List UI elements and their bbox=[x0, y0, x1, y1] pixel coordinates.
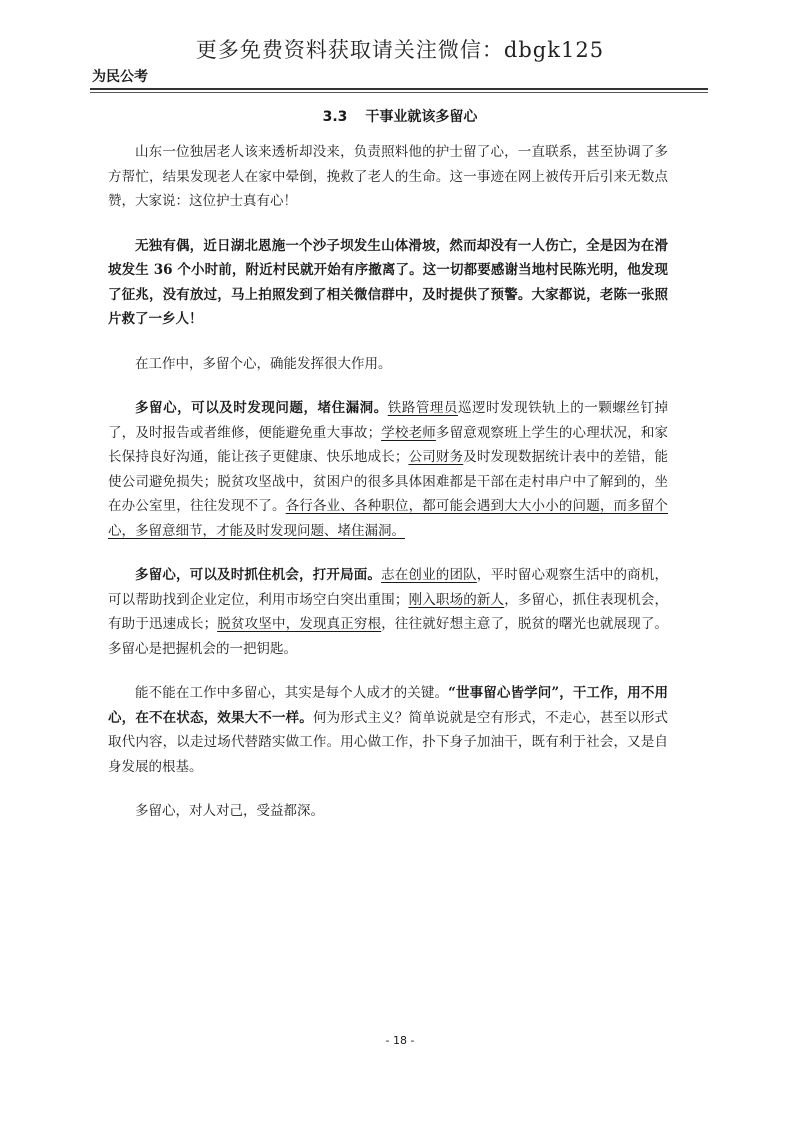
paragraph-6-text-2: 何为形式主义？简单说就是空有形式，不走心，甚至以形式取代内容，以走过场代替踏实做工作。用心做工作，扑下身子加油干，既有利于社会，又是自身发展的根基。 bbox=[108, 709, 668, 775]
section-number: 3.3 bbox=[322, 109, 348, 125]
paragraph-4-underline-2: 学校老师 bbox=[381, 424, 436, 441]
paragraph-4-text-2: 多留意观察班上学生的心理状况，和家长保持良好沟通，能让孩子更健康、快乐地成长； bbox=[108, 424, 669, 465]
paragraph-1: 山东一位独居老人该来透析却没来，负责照料他的护士留了心，一直联系，甚至协调了多方帮忙，结果发现老人在家中晕倒，挽救了老人的生命。这一事迹在网上被传开后引来无数点赞，大家说：这位护士真有心！ bbox=[108, 144, 668, 209]
paragraph-5-lead: 多留心，可以及时抓住机会，打开局面。 bbox=[135, 567, 382, 583]
article-body bbox=[108, 140, 668, 844]
paragraph-4-text-1: 巡逻时发现铁轨上的一颗螺丝钉掉了，及时报告或者维修，便能避免重大事故； bbox=[108, 400, 669, 441]
section-title bbox=[0, 106, 800, 126]
paragraph-4-text-3: 及时发现数据统计表中的差错，能使公司避免损失；脱贫攻坚战中，贫困户的很多具体困难都是干部在走村串户中了解到的，坐在办公室里，往往发现不了。 bbox=[108, 449, 669, 514]
paragraph-5-underline-2: 刚入职场的新人 bbox=[408, 591, 505, 608]
paragraph-5-text-3: ，往往就好想主意了，脱贫的曙光也就展现了。多留心是把握机会的一把钥匙。 bbox=[108, 616, 669, 657]
header-label: 为民公考 bbox=[92, 69, 148, 85]
paragraph-3: 在工作中，多留个心，确能发挥很大作用。 bbox=[135, 355, 392, 372]
paragraph-5 bbox=[108, 563, 668, 661]
header-rule bbox=[90, 88, 708, 90]
paragraph-2: 无独有偶，近日湖北恩施一个沙子坝发生山体滑坡，然而却没有一人伤亡，全是因为在滑坡发生 36 个小时前，附近村民就开始有序撤离了。这一切都要感谢当地村民陈光明，他发现了征兆，没有放过，马上拍照发到了相关微信群中，及时提供了预警。大家都说，老陈一张照片救了一乡人！ bbox=[108, 237, 668, 327]
paragraph-6-text-1: 能不能在工作中多留心，其实是每个人成才的关键。 bbox=[135, 685, 449, 701]
paragraph-7: 多留心，对人对己，受益都深。 bbox=[135, 803, 324, 819]
paragraph-6-bold-1: “世事留心皆学问”，干工作，用不用心，在不在状态，效果大不一样。 bbox=[108, 685, 669, 726]
paragraph-6 bbox=[108, 681, 668, 779]
paragraph-4-underline-3: 公司财务 bbox=[408, 449, 464, 465]
section-title-text: 干事业就该多留心 bbox=[365, 109, 478, 125]
paragraph-4-underline-1: 铁路管理员 bbox=[387, 400, 458, 416]
paragraph-5-text-1: ，平时留心观察生活中的商机，可以帮助找到企业定位，利用市场空白突出重围； bbox=[108, 567, 669, 608]
paragraph-5-text-2: ，多留心，抓住表现机会，有助于迅速成长； bbox=[108, 591, 669, 632]
watermark-text: 更多免费资料获取请关注微信：dbgk125 bbox=[195, 38, 605, 62]
paragraph-4 bbox=[108, 396, 668, 543]
paragraph-4-lead: 多留心，可以及时发现问题，堵住漏洞。 bbox=[135, 400, 388, 416]
header-rule-thin bbox=[90, 92, 708, 93]
paragraph-5-underline-1: 志在创业的团队 bbox=[381, 567, 477, 583]
paragraph-4-underline-4: 各行各业、各种职位，都可能会遇到大大小小的问题，而多留个心，多留意细节，才能及时发现问题、堵住漏洞。 bbox=[108, 498, 669, 539]
page-number: - 18 - bbox=[385, 1034, 415, 1047]
paragraph-5-underline-3: 脱贫攻坚中，发现真正穷根 bbox=[217, 616, 382, 632]
